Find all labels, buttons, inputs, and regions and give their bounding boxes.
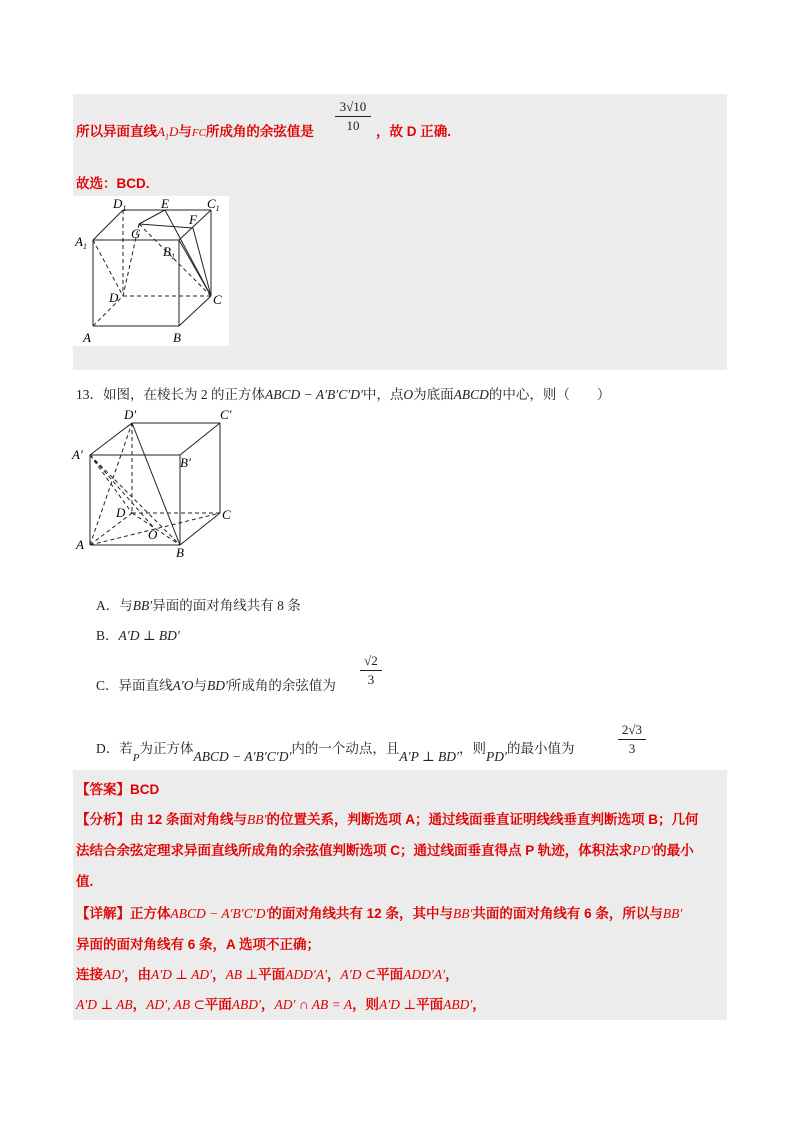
label-e: E bbox=[161, 196, 169, 211]
label-d: D bbox=[116, 505, 126, 520]
figure-cube-2 bbox=[70, 405, 240, 563]
choice-line: 故选：BCD. bbox=[76, 176, 150, 191]
label-c-prime: C′ bbox=[220, 407, 232, 422]
analysis-line-2: 法结合余弦定理求异面直线所成角的余弦值判断选项 C；通过线面垂直得点 P 轨迹，体积法求PD′的最小 bbox=[76, 843, 694, 858]
conclusion-line: 所以异面直线$A_1D$与FC所成角的余弦值是 bbox=[76, 124, 314, 142]
label-b: B bbox=[176, 545, 184, 560]
line-a1d: $A_1D$ bbox=[157, 124, 179, 142]
option-c-fraction: √2 3 bbox=[360, 653, 382, 688]
label-c1: $C_1$ bbox=[207, 196, 220, 213]
label-d: D bbox=[109, 290, 119, 305]
option-b[interactable]: B．A′D ⊥ BD′ bbox=[96, 628, 180, 643]
label-a: A bbox=[76, 537, 84, 552]
label-d-prime: D′ bbox=[124, 407, 137, 422]
label-b-prime: B′ bbox=[180, 455, 191, 470]
label-c: C bbox=[222, 507, 231, 522]
detail-line-1: 【详解】正方体ABCD − A′B′C′D′的面对角线共有 12 条，其中与BB′共面的面对角线有 6 条，所以与BB′ bbox=[76, 906, 683, 921]
option-d[interactable]: D．若$_P$为正方体ABCD − A′B′C′D′内的一个动点，且A′P ⊥ BD′，则PD′的最小值为 bbox=[96, 741, 575, 764]
option-d-fraction: 2√3 3 bbox=[618, 722, 646, 757]
label-b1: $B_1$ bbox=[163, 244, 175, 261]
label-a-prime: A′ bbox=[72, 447, 83, 462]
label-b: B bbox=[173, 330, 181, 345]
label-f: F bbox=[189, 212, 197, 227]
detail-line-3: 连接AD′，由A′D ⊥ AD′，AB ⊥平面ADD′A′，A′D ⊂平面ADD′A′， bbox=[76, 967, 459, 982]
detail-line-2: 异面的面对角线有 6 条，A 选项不正确； bbox=[76, 937, 321, 952]
detail-line-4: A′D ⊥ AB，AD′, AB ⊂平面ABD′，AD′ ∩ AB = A，则A′D ⊥平面ABD′， bbox=[76, 997, 486, 1012]
label-g: G bbox=[131, 226, 141, 241]
answer-line: 【答案】BCD bbox=[76, 782, 160, 797]
conclusion-tail: ，故 D 正确. bbox=[376, 124, 452, 139]
analysis-line-1: 【分析】由 12 条面对角线与BB′的位置关系，判断选项 A；通过线面垂直证明线线垂直判断选项 B；几何 bbox=[76, 812, 699, 827]
analysis-line-3: 值. bbox=[76, 874, 94, 889]
figure-cube-1 bbox=[73, 196, 229, 346]
label-o: O bbox=[148, 527, 158, 542]
cos-value-fraction: 3√10 10 bbox=[335, 99, 371, 134]
option-c[interactable]: C．异面直线A′O与BD′所成角的余弦值为 bbox=[96, 678, 336, 693]
option-a[interactable]: A．与BB′异面的面对角线共有 8 条 bbox=[96, 598, 301, 613]
label-c: C bbox=[213, 292, 222, 307]
label-a1: $A_1$ bbox=[75, 234, 87, 251]
question-13-stem: 13．如图，在棱长为 2 的正方体ABCD − A′B′C′D′中，点O为底面ABCD的中心，则（ ） bbox=[76, 387, 611, 402]
label-d1: $D_1$ bbox=[113, 196, 127, 213]
label-a: A bbox=[83, 330, 91, 345]
line-fc: FC bbox=[191, 127, 206, 139]
